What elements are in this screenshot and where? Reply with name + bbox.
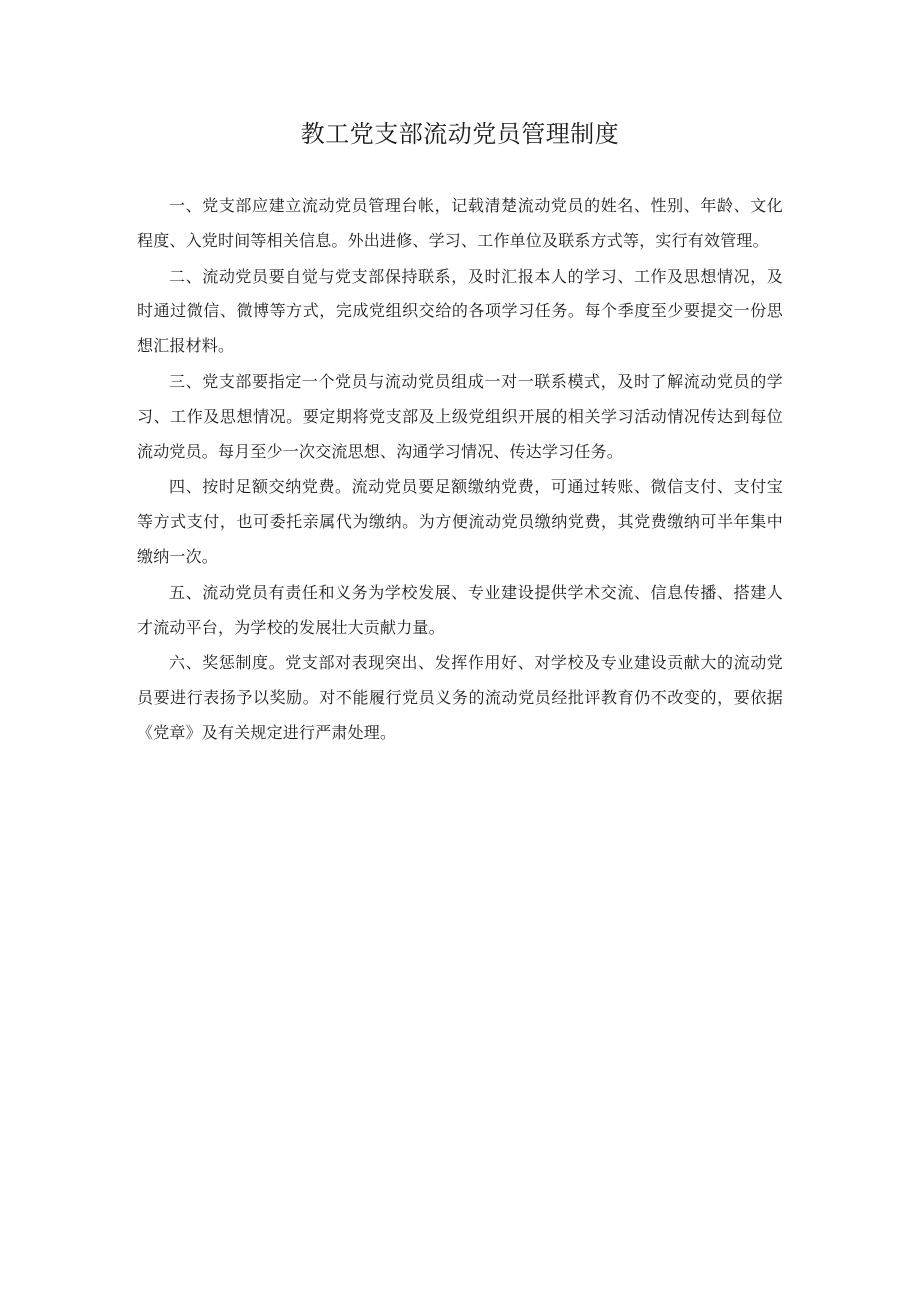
document-body bbox=[137, 189, 783, 752]
paragraph-6: 六、奖惩制度。党支部对表现突出、发挥作用好、对学校及专业建设贡献大的流动党员要进行表扬予以奖励。对不能履行党员义务的流动党员经批评教育仍不改变的，要依据《党章》及有关规定进行严肃处理。 bbox=[137, 653, 783, 742]
paragraph-5: 五、流动党员有责任和义务为学校发展、专业建设提供学术交流、信息传播、搭建人才流动平台，为学校的发展壮大贡献力量。 bbox=[137, 582, 783, 637]
paragraph-2: 二、流动党员要自觉与党支部保持联系，及时汇报本人的学习、工作及思想情况，及时通过微信、微博等方式，完成党组织交给的各项学习任务。每个季度至少要提交一份思想汇报材料。 bbox=[137, 266, 783, 356]
paragraph-3: 三、党支部要指定一个党员与流动党员组成一对一联系模式，及时了解流动党员的学习、工作及思想情况。要定期将党支部及上级党组织开展的相关学习活动情况传达到每位流动党员。每月至少一次交流思想、沟通学习情况、传达学习任务。 bbox=[137, 371, 783, 461]
paragraph-4: 四、按时足额交纳党费。流动党员要足额缴纳党费，可通过转账、微信支付、支付宝等方式支付，也可委托亲属代为缴纳。为方便流动党员缴纳党费，其党费缴纳可半年集中缴纳一次。 bbox=[137, 477, 783, 566]
document-title: 教工党支部流动党员管理制度 bbox=[300, 120, 620, 148]
paragraph-1: 一、党支部应建立流动党员管理台帐，记载清楚流动党员的姓名、性别、年龄、文化程度、入党时间等相关信息。外出进修、学习、工作单位及联系方式等，实行有效管理。 bbox=[137, 196, 783, 250]
